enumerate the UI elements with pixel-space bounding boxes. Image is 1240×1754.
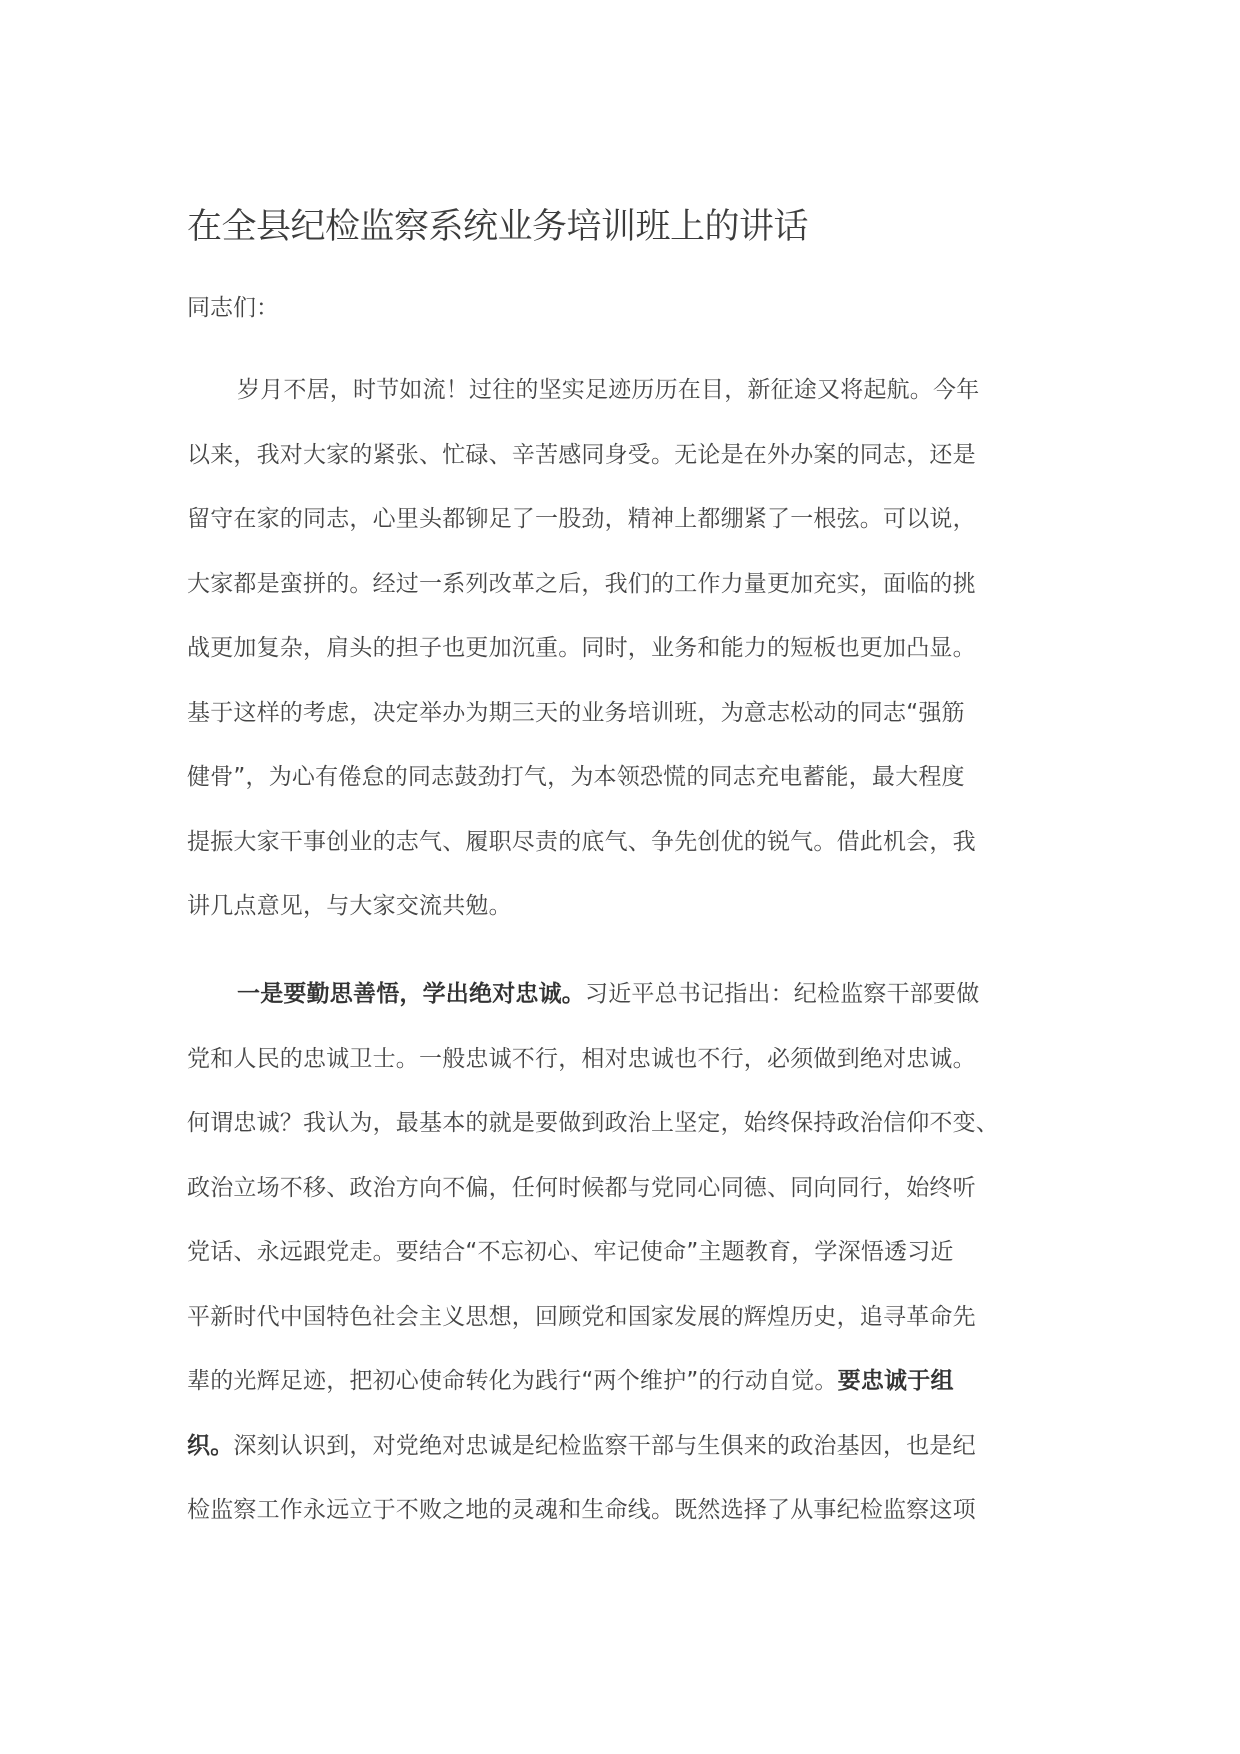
text-line: [187, 759, 1067, 824]
text-line: [187, 1234, 1067, 1299]
text-segment: 党和人民的忠诚卫士。一般忠诚不行，相对忠诚也不行，必须做到绝对忠诚。: [187, 1045, 976, 1072]
text-line: [187, 501, 1067, 566]
text-line: [187, 1363, 1067, 1428]
text-line: [187, 437, 1067, 502]
text-segment: 战更加复杂，肩头的担子也更加沉重。同时，业务和能力的短板也更加凸显。: [187, 635, 976, 661]
text-segment: 党话、永远跟党走。要结合“不忘初心、牢记使命”主题教育，学深悟透习近: [187, 1239, 954, 1265]
emphasis-text: 要忠诚于组: [837, 1368, 954, 1394]
emphasis-text: 织。: [187, 1432, 234, 1459]
section-heading: 一是要勤思善悟，学出绝对忠诚。: [237, 981, 585, 1007]
text-line: [187, 1105, 1067, 1170]
text-line: [187, 372, 1067, 437]
text-segment: 基于这样的考虑，决定举办为期三天的业务培训班，为意志松动的同志“强筋: [187, 699, 965, 726]
text-segment: 政治立场不移、政治方向不偏，任何时候都与党同心同德、同向同行，始终听: [187, 1174, 976, 1201]
text-line: [187, 888, 1067, 953]
text-segment: 平新时代中国特色社会主义思想，回顾党和国家发展的辉煌历史，追寻革命先: [187, 1303, 976, 1330]
text-line: [187, 824, 1067, 889]
text-segment: 何谓忠诚？我认为，最基本的就是要做到政治上坚定，始终保持政治信仰不变、: [187, 1110, 999, 1136]
text-segment: 岁月不居，时节如流！过往的坚实足迹历历在目，新征途又将起航。今年: [237, 377, 980, 403]
text-segment: 习近平总书记指出：纪检监察干部要做: [585, 981, 980, 1007]
text-line: [187, 1492, 1067, 1557]
text-segment: 讲几点意见，与大家交流共勉。: [187, 893, 512, 919]
text-line: [187, 566, 1067, 631]
text-line: [187, 1299, 1067, 1364]
text-line: [187, 976, 1067, 1041]
text-segment: 提振大家干事创业的志气、履职尽责的底气、争先创优的锐气。借此机会，我: [187, 828, 976, 855]
paragraph-opening: [187, 372, 1067, 953]
text-line: [187, 695, 1067, 760]
salutation: 同志们：: [187, 295, 279, 321]
text-segment: 健骨”，为心有倦怠的同志鼓劲打气，为本领恐慌的同志充电蓄能，最大程度: [187, 764, 965, 790]
text-segment: 深刻认识到，对党绝对忠诚是纪检监察干部与生俱来的政治基因，也是纪: [233, 1432, 976, 1459]
paragraph-point-one: [187, 976, 1067, 1557]
text-segment: 检监察工作永远立于不败之地的灵魂和生命线。既然选择了从事纪检监察这项: [187, 1497, 976, 1523]
text-segment: 辈的光辉足迹，把初心使命转化为践行“两个维护”的行动自觉。: [187, 1368, 838, 1394]
document-title: 在全县纪检监察系统业务培训班上的讲话: [187, 207, 809, 247]
text-line: [187, 1428, 1067, 1493]
text-segment: 大家都是蛮拼的。经过一系列改革之后，我们的工作力量更加充实，面临的挑: [187, 570, 976, 597]
text-segment: 留守在家的同志，心里头都铆足了一股劲，精神上都绷紧了一根弦。可以说，: [187, 506, 976, 532]
text-line: [187, 1170, 1067, 1235]
text-line: [187, 1041, 1067, 1106]
text-line: [187, 630, 1067, 695]
text-segment: 以来，我对大家的紧张、忙碌、辛苦感同身受。无论是在外办案的同志，还是: [187, 441, 976, 468]
